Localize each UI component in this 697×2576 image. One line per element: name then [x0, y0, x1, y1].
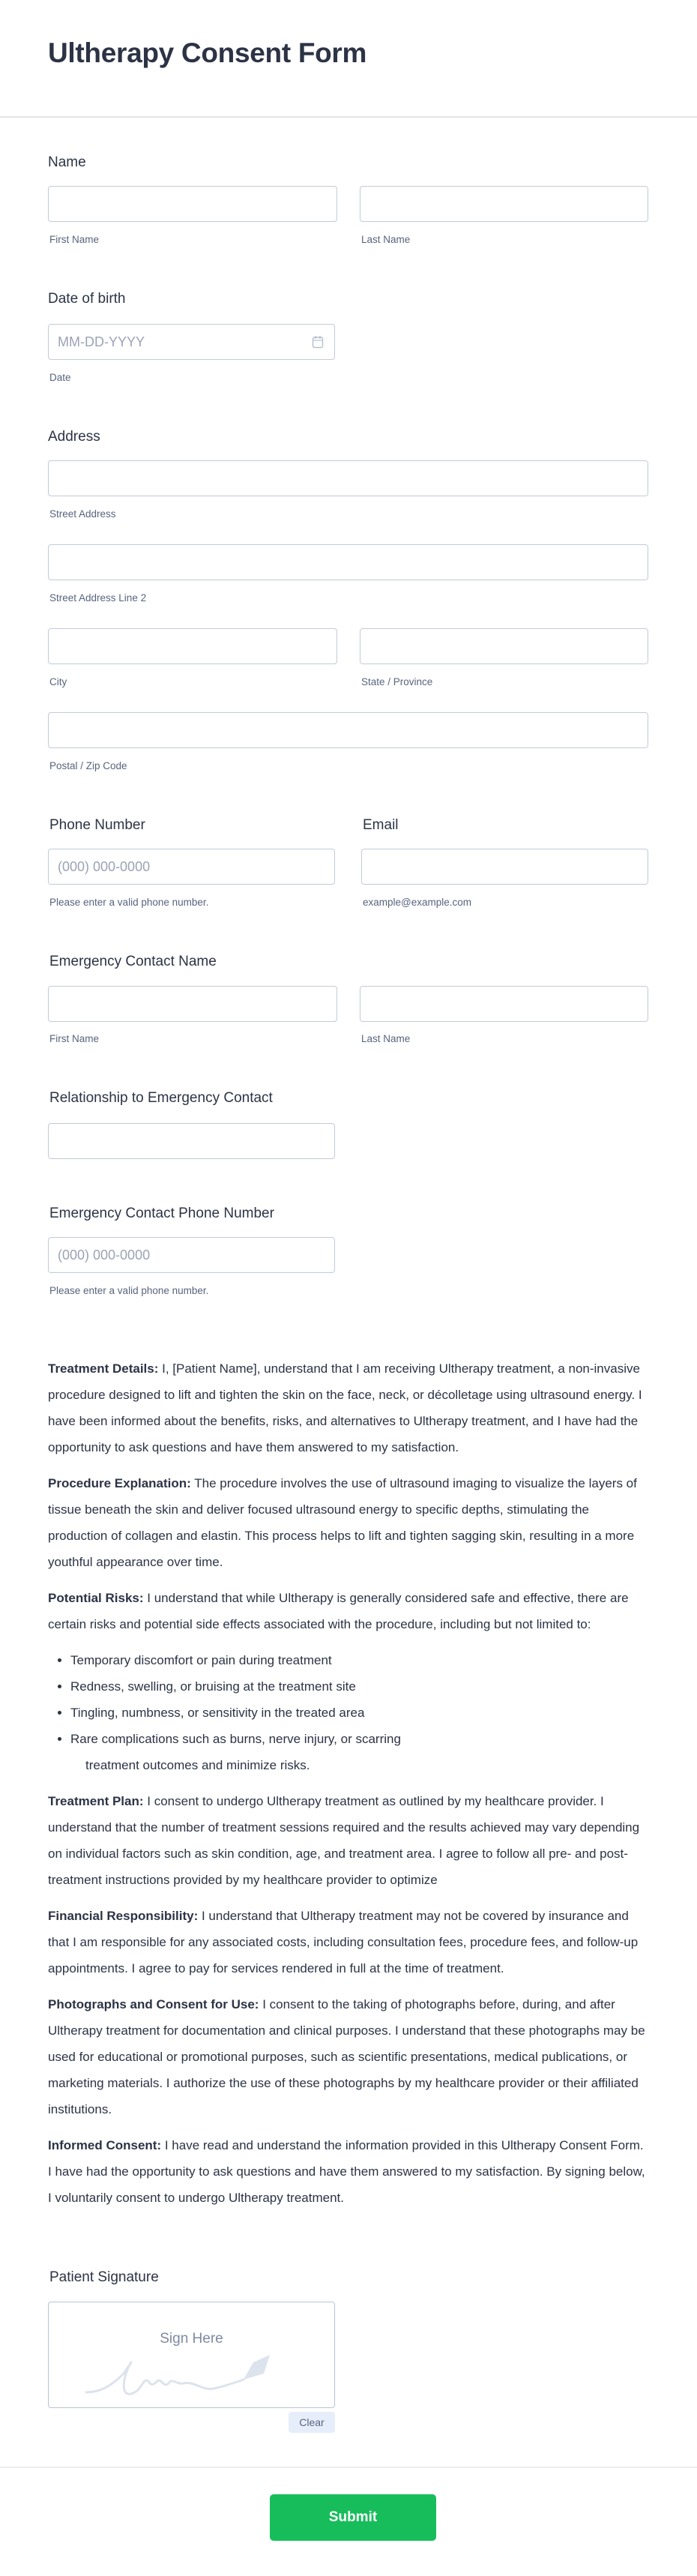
dob-placeholder: MM-DD-YYYY [58, 334, 145, 349]
relationship-input[interactable] [48, 1123, 335, 1159]
last-name-input[interactable] [360, 186, 648, 222]
paragraph-text: The procedure involves the use of ultrasound imaging to visualize the layers of tissue beneath the skin and deliver focused ultrasound energy to specific depths, stimulating the production of collagen and elastin. This process helps to lift and tighten sagging skin, resulting in a more youthful appearance over time. [48, 1476, 637, 1569]
name-label: Name [48, 154, 86, 170]
street-address-2-sublabel: Street Address Line 2 [49, 592, 147, 604]
calendar-icon[interactable] [312, 335, 324, 349]
photographs-consent-paragraph [48, 1991, 651, 2122]
emergency-first-name-sublabel: First Name [49, 1033, 100, 1044]
emergency-last-name-input[interactable] [360, 986, 648, 1022]
postal-code-input[interactable] [48, 712, 648, 748]
paragraph-text: I understand that Ultherapy treatment may not be covered by insurance and that I am responsible for any associated costs, including consultation fees, procedure fees, and follow-up appointments. I agree to pay for services rendered in full at the time of treatment. [48, 1909, 639, 1975]
consent-text [48, 1355, 651, 2221]
paragraph-heading: Treatment Plan: [48, 1794, 144, 1808]
last-name-sublabel: Last Name [361, 234, 411, 245]
signature-scribble-icon [82, 2355, 300, 2400]
phone-placeholder: (000) 000-0000 [58, 859, 151, 874]
street-address-2-input[interactable] [48, 544, 648, 580]
potential-risks-paragraph [48, 1585, 651, 1637]
emergency-phone-helper: Please enter a valid phone number. [49, 1285, 209, 1296]
emergency-first-name-input[interactable] [48, 986, 337, 1022]
phone-label: Phone Number [49, 817, 145, 833]
email-input[interactable] [361, 849, 648, 885]
paragraph-heading: Financial Responsibility: [48, 1909, 199, 1923]
street-address-sublabel: Street Address [49, 508, 116, 520]
list-item: • Redness, swelling, or bruising at the treatment site [70, 1673, 651, 1700]
city-sublabel: City [49, 676, 67, 687]
dob-input[interactable] [48, 324, 335, 360]
relationship-label: Relationship to Emergency Contact [49, 1090, 273, 1106]
street-address-input[interactable] [48, 460, 648, 496]
emergency-phone-label: Emergency Contact Phone Number [49, 1206, 274, 1221]
clear-signature-button[interactable]: Clear [289, 2412, 335, 2433]
procedure-explanation-paragraph [48, 1470, 651, 1575]
risks-list [48, 1647, 651, 1752]
header-divider [0, 116, 697, 118]
phone-input[interactable] [48, 849, 335, 885]
phone-helper: Please enter a valid phone number. [49, 897, 209, 908]
financial-responsibility-paragraph [48, 1903, 651, 1981]
sign-here-text: Sign Here [160, 2331, 223, 2347]
paragraph-text: I have read and understand the information provided in this Ultherapy Consent Form. I have had the opportunity to ask questions and have them answered to my satisfaction. By signing below, I voluntarily consent to undergo Ultherapy treatment. [48, 2138, 645, 2205]
city-input[interactable] [48, 628, 337, 664]
emergency-phone-placeholder: (000) 000-0000 [58, 1248, 151, 1263]
address-label: Address [48, 429, 100, 445]
state-input[interactable] [360, 628, 648, 664]
paragraph-heading: Potential Risks: [48, 1591, 144, 1605]
first-name-sublabel: First Name [49, 234, 100, 245]
emergency-name-label: Emergency Contact Name [49, 954, 217, 969]
paragraph-heading: Treatment Details: [48, 1361, 159, 1376]
submit-button[interactable]: Submit [270, 2494, 436, 2541]
postal-code-sublabel: Postal / Zip Code [49, 760, 127, 771]
first-name-input[interactable] [48, 186, 337, 222]
list-item: • Rare complications such as burns, nerve injury, or scarring [70, 1726, 651, 1752]
paragraph-text: I consent to the taking of photographs before, during, and after Ultherapy treatment for documentation and clinical purposes. I understand that these photographs may be used for educational or promotional purposes, such as scientific presentations, medical publications, or marketing materials. I authorize the use of these photographs by my healthcare provider or their affiliated institutions. [48, 1997, 645, 2116]
email-helper: example@example.com [363, 897, 472, 908]
paragraph-heading: Procedure Explanation: [48, 1476, 191, 1490]
signature-label: Patient Signature [49, 2269, 159, 2285]
list-item: • Temporary discomfort or pain during treatment [70, 1647, 651, 1673]
paragraph-text: I understand that while Ultherapy is generally considered safe and effective, there are certain risks and potential side effects associated with the procedure, including but not limited to: [48, 1591, 629, 1631]
paragraph-heading: Photographs and Consent for Use: [48, 1997, 259, 2011]
footer-divider [0, 2467, 697, 2468]
paragraph-text: I, [Patient Name], understand that I am receiving Ultherapy treatment, a non-invasive procedure designed to lift and tighten the skin on the face, neck, or décolletage using ultrasound energy. I have been informed about the benefits, risks, and alternatives to Ultherapy treatment, and I have had the opportunity to ask questions and have them answered to my satisfaction. [48, 1361, 642, 1454]
list-item: • Tingling, numbness, or sensitivity in the treated area [70, 1700, 651, 1726]
emergency-last-name-sublabel: Last Name [361, 1033, 411, 1044]
signature-pad[interactable] [48, 2302, 335, 2408]
risks-continuation: treatment outcomes and minimize risks. [85, 1758, 310, 1772]
informed-consent-paragraph [48, 2132, 651, 2211]
paragraph-text: I consent to undergo Ultherapy treatment as outlined by my healthcare provider. I understand that the number of treatment sessions required and the results achieved may vary depending on individual factors such as skin condition, age, and treatment area. I agree to follow all pre- and post-treatment instructions provided by my healthcare provider to optimize [48, 1794, 640, 1887]
dob-sublabel: Date [49, 372, 71, 383]
dob-label: Date of birth [48, 291, 126, 307]
treatment-details-paragraph [48, 1355, 651, 1460]
state-sublabel: State / Province [361, 676, 433, 687]
treatment-plan-paragraph [48, 1788, 651, 1893]
emergency-phone-input[interactable] [48, 1237, 335, 1273]
email-label: Email [363, 817, 399, 833]
page-title: Ultherapy Consent Form [48, 37, 367, 68]
paragraph-heading: Informed Consent: [48, 2138, 162, 2152]
